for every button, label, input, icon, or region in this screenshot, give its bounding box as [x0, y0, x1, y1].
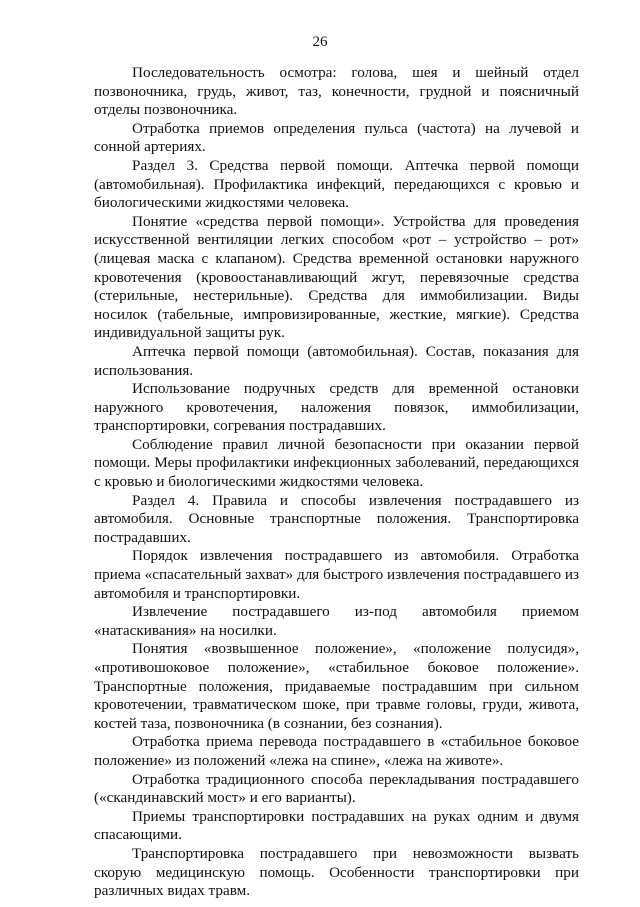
paragraph: Отработка традиционного способа перекладывания пострадавшего («скандинавский мост» и его варианты). [94, 770, 579, 807]
paragraph: Понятия «возвышенное положение», «положение полусидя», «противошоковое положение», «стабильное боковое положение». Транспортные положения, придаваемые пострадавшим при сильном кровотечении, травматическом шоке, при травме головы, груди, живота, костей таза, позвоночника (в сознании, без сознания). [94, 640, 579, 732]
paragraph: Приемы транспортировки пострадавших на руках одним и двумя спасающими. [94, 807, 579, 844]
paragraph: Отработка приема перевода пострадавшего в «стабильное боковое положение» из положений «лежа на спине», «лежа на животе». [94, 733, 579, 769]
paragraph: Соблюдение правил личной безопасности при оказании первой помощи. Меры профилактики инфекционных заболеваний, передающихся с кровью и биологическими жидкостями человека. [94, 435, 579, 491]
document-body [94, 64, 579, 901]
paragraph: Отработка приемов определения пульса (частота) на лучевой и сонной артериях. [94, 119, 579, 156]
paragraph: Понятие «средства первой помощи». Устройства для проведения искусственной вентиляции легких способом «рот – устройство – рот» (лицевая маска с клапаном). Средства временной остановки наружного кровотечения (кровоостанавливающий жгут, перевязочные средства (стерильные, нестерильные). Средства для иммобилизации. Виды носилок (табельные, импровизированные, жесткие, мягкие). Средства индивидуальной защиты рук. [94, 212, 579, 342]
paragraph: Извлечение пострадавшего из-под автомобиля приемом «натаскивания» на носилки. [94, 603, 579, 639]
paragraph: Аптечка первой помощи (автомобильная). Состав, показания для использования. [94, 342, 579, 379]
paragraph: Использование подручных средств для временной остановки наружного кровотечения, наложения повязок, иммобилизации, транспортировки, согревания пострадавших. [94, 380, 579, 435]
paragraph: Порядок извлечения пострадавшего из автомобиля. Отработка приема «спасательный захват» для быстрого извлечения пострадавшего из автомобиля и транспортировки. [94, 547, 579, 602]
paragraph: Транспортировка пострадавшего при невозможности вызвать скорую медицинскую помощь. Особенности транспортировки при различных видах травм. [94, 844, 579, 900]
section-3-heading: Раздел 3. Средства первой помощи. Аптечка первой помощи (автомобильная). Профилактика инфекций, передающихся с кровью и биологическими жидкостями человека. [94, 156, 579, 212]
paragraph: Последовательность осмотра: голова, шея и шейный отдел позвоночника, грудь, живот, таз, конечности, грудной и поясничный отделы позвоночника. [94, 64, 579, 119]
section-4-heading: Раздел 4. Правила и способы извлечения пострадавшего из автомобиля. Основные транспортные положения. Транспортировка пострадавших. [94, 491, 579, 546]
page-number: 26 [312, 34, 328, 50]
